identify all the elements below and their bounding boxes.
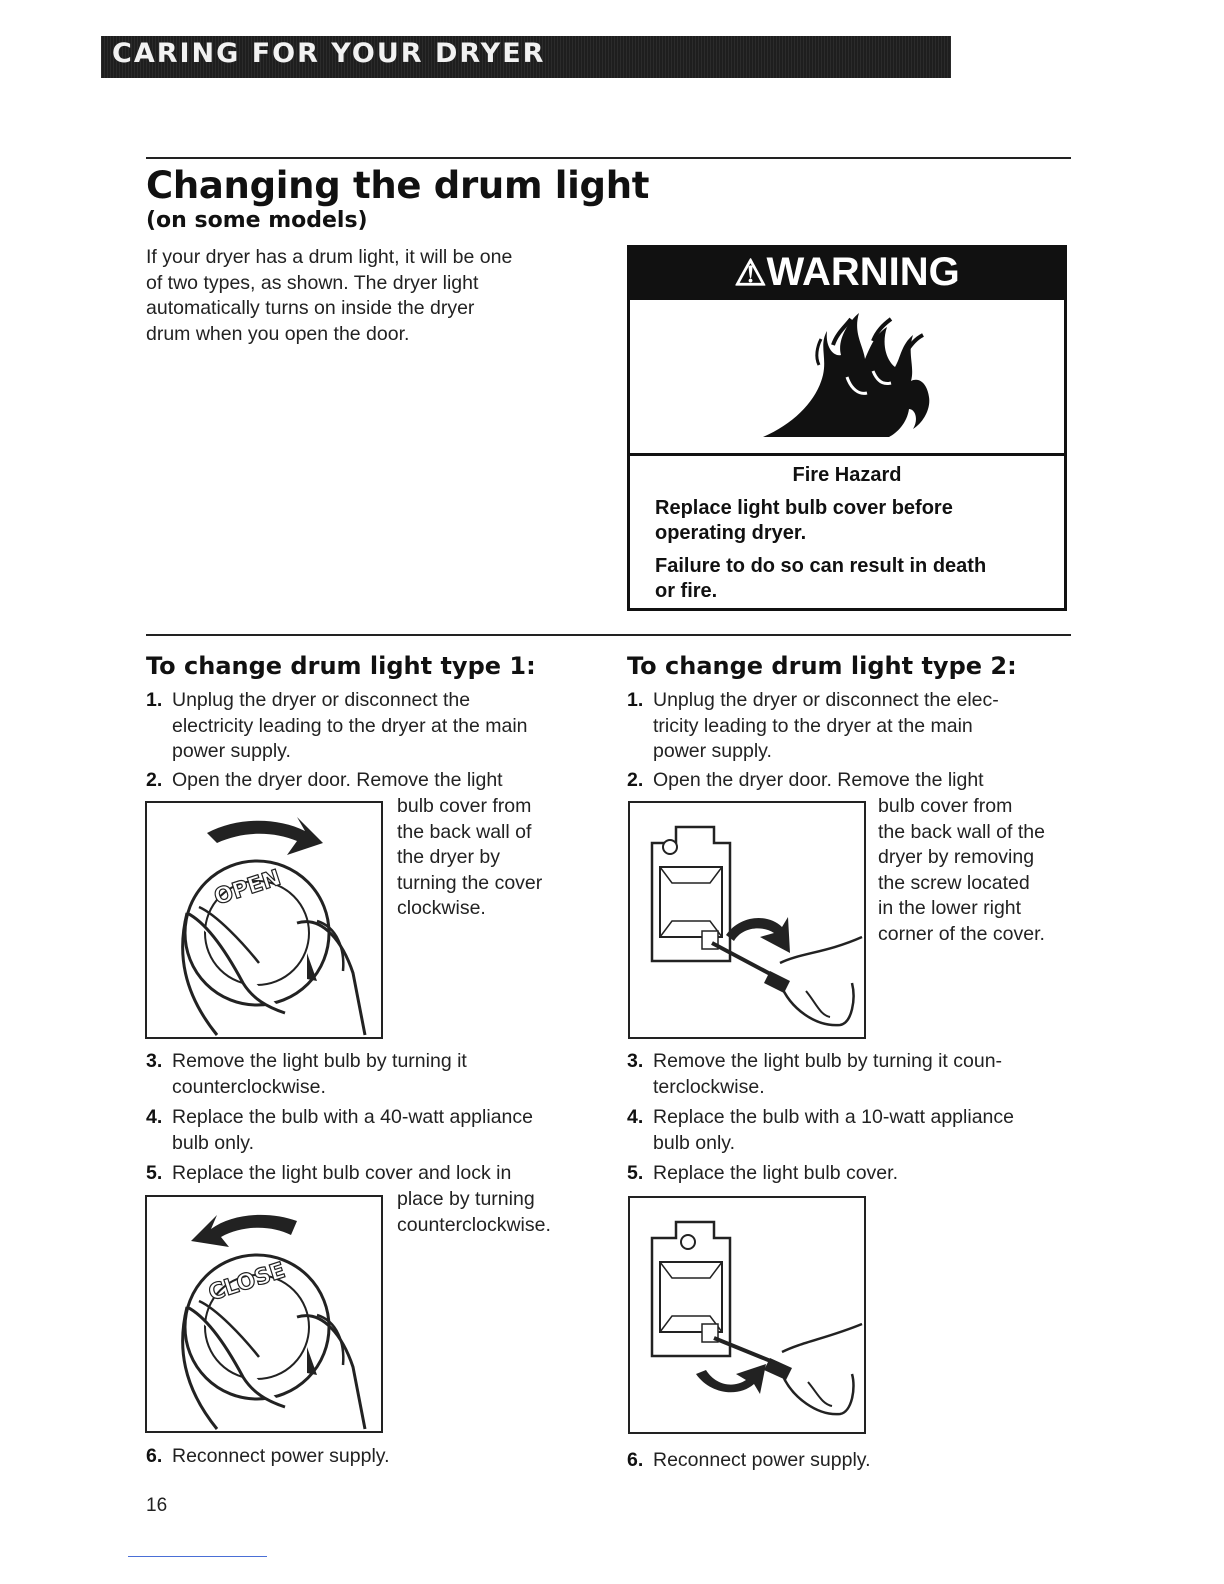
warning-text-line: or fire. <box>655 580 718 602</box>
step-line: power supply. <box>653 740 772 762</box>
intro-line: drum when you open the door. <box>146 322 410 345</box>
warning-triangle-icon: ⚠ <box>734 252 767 293</box>
step-line: Replace the bulb with a 10-watt appliance <box>653 1106 1014 1128</box>
step-line: Remove the light bulb by turning it <box>172 1050 467 1072</box>
figure-open-cover <box>145 801 383 1039</box>
intro-line: automatically turns on inside the dryer <box>146 297 475 319</box>
figure-remove-screw <box>628 801 866 1039</box>
remove-screw-illustration <box>630 803 864 1037</box>
step-line: the back wall of <box>397 820 532 843</box>
page-number: 16 <box>146 1495 168 1516</box>
page-title: Changing the drum light <box>146 164 650 207</box>
open-cover-illustration <box>147 803 381 1037</box>
step-number: 6. <box>627 1449 644 1471</box>
type1-step-1 <box>146 688 606 765</box>
step-line: counterclockwise. <box>397 1213 551 1236</box>
intro-line: of two types, as shown. The dryer light <box>146 271 479 294</box>
step-line: bulb cover from <box>878 795 1013 817</box>
replace-cover-illustration <box>630 1198 864 1432</box>
warning-header <box>627 245 1067 300</box>
type1-step-5 <box>146 1161 606 1187</box>
step-number: 3. <box>146 1050 163 1072</box>
step-line: Reconnect power supply. <box>653 1449 871 1471</box>
open-label: OPEN <box>211 865 284 911</box>
step-line: bulb only. <box>172 1131 255 1154</box>
page-subtitle: (on some models) <box>146 208 368 233</box>
close-cover-illustration <box>147 1197 381 1431</box>
step-number: 5. <box>146 1162 163 1184</box>
warning-instruction <box>655 496 1055 546</box>
step-line: Open the dryer door. Remove the light <box>653 769 984 791</box>
step-line: the back wall of the <box>878 820 1045 843</box>
intro-paragraph <box>146 245 586 347</box>
type1-step-6 <box>146 1444 606 1470</box>
type1-step-4 <box>146 1105 606 1156</box>
warning-hazard-title: Fire Hazard <box>792 464 902 486</box>
step-number: 6. <box>146 1445 163 1467</box>
step-line: counterclockwise. <box>172 1075 326 1098</box>
step-line: bulb cover from <box>397 795 532 817</box>
warning-text-line: Failure to do so can result in death <box>655 555 987 577</box>
title-rule <box>146 157 1071 159</box>
step-line: in the lower right <box>878 897 1022 919</box>
type2-heading: To change drum light type 2: <box>627 652 1017 680</box>
step-line: Unplug the dryer or disconnect the elec- <box>653 689 999 711</box>
banner-title: CARING FOR YOUR DRYER <box>112 38 546 69</box>
close-label: CLOSE <box>205 1258 289 1307</box>
type2-step-1 <box>627 688 1077 765</box>
warning-heading: WARNING <box>766 250 960 294</box>
footer-link-line <box>128 1556 267 1557</box>
step-number: 5. <box>627 1162 644 1184</box>
fire-icon <box>755 305 945 447</box>
step-line: Reconnect power supply. <box>172 1445 390 1467</box>
type1-step-5-cont <box>397 1187 597 1238</box>
type1-step-3 <box>146 1049 606 1100</box>
warning-text-line: Replace light bulb cover before <box>655 497 953 519</box>
counterclockwise-arrow-icon <box>191 1215 297 1247</box>
step-number: 1. <box>146 689 163 711</box>
figure-close-cover <box>145 1195 383 1433</box>
type2-step-3 <box>627 1049 1077 1100</box>
step-line: tricity leading to the dryer at the main <box>653 714 973 737</box>
step-line: clockwise. <box>397 897 486 919</box>
step-line: the screw located <box>878 871 1030 894</box>
step-number: 1. <box>627 689 644 711</box>
type2-step-2 <box>627 768 1077 794</box>
type1-step-2 <box>146 768 606 794</box>
step-line: dryer by removing <box>878 846 1035 868</box>
step-number: 2. <box>627 769 644 791</box>
step-line: Open the dryer door. Remove the light <box>172 769 503 791</box>
step-line: Replace the bulb with a 40-watt appliance <box>172 1106 533 1128</box>
step-line: Replace the light bulb cover. <box>653 1162 898 1184</box>
step-line: terclockwise. <box>653 1075 765 1098</box>
step-number: 4. <box>146 1106 163 1128</box>
intro-line: If your dryer has a drum light, it will be one <box>146 246 513 268</box>
step-line: electricity leading to the dryer at the main <box>172 714 528 737</box>
step-line: the dryer by <box>397 846 500 868</box>
section-rule <box>146 634 1071 636</box>
step-line: Remove the light bulb by turning it coun- <box>653 1050 1003 1072</box>
step-line: Replace the light bulb cover and lock in <box>172 1162 512 1184</box>
step-number: 2. <box>146 769 163 791</box>
step-line: place by turning <box>397 1188 535 1210</box>
step-number: 4. <box>627 1106 644 1128</box>
step-line: turning the cover <box>397 871 543 894</box>
warning-text-line: operating dryer. <box>655 522 807 544</box>
step-line: corner of the cover. <box>878 922 1045 945</box>
type1-heading: To change drum light type 1: <box>146 652 536 680</box>
step-line: power supply. <box>172 740 291 762</box>
step-line: bulb only. <box>653 1131 736 1154</box>
type2-step-4 <box>627 1105 1077 1156</box>
clockwise-arrow-icon <box>207 817 323 855</box>
type2-step-2-cont <box>878 794 1078 947</box>
type2-step-6 <box>627 1448 1077 1474</box>
warning-consequence <box>655 554 1055 604</box>
type1-step-2-cont <box>397 794 597 922</box>
clockwise-arrow-icon <box>696 1364 766 1394</box>
step-line: Unplug the dryer or disconnect the <box>172 689 471 711</box>
figure-replace-cover <box>628 1196 866 1434</box>
warning-divider <box>627 453 1067 456</box>
type2-step-5 <box>627 1161 1077 1187</box>
counterclockwise-arrow-icon <box>726 917 790 953</box>
step-number: 3. <box>627 1050 644 1072</box>
